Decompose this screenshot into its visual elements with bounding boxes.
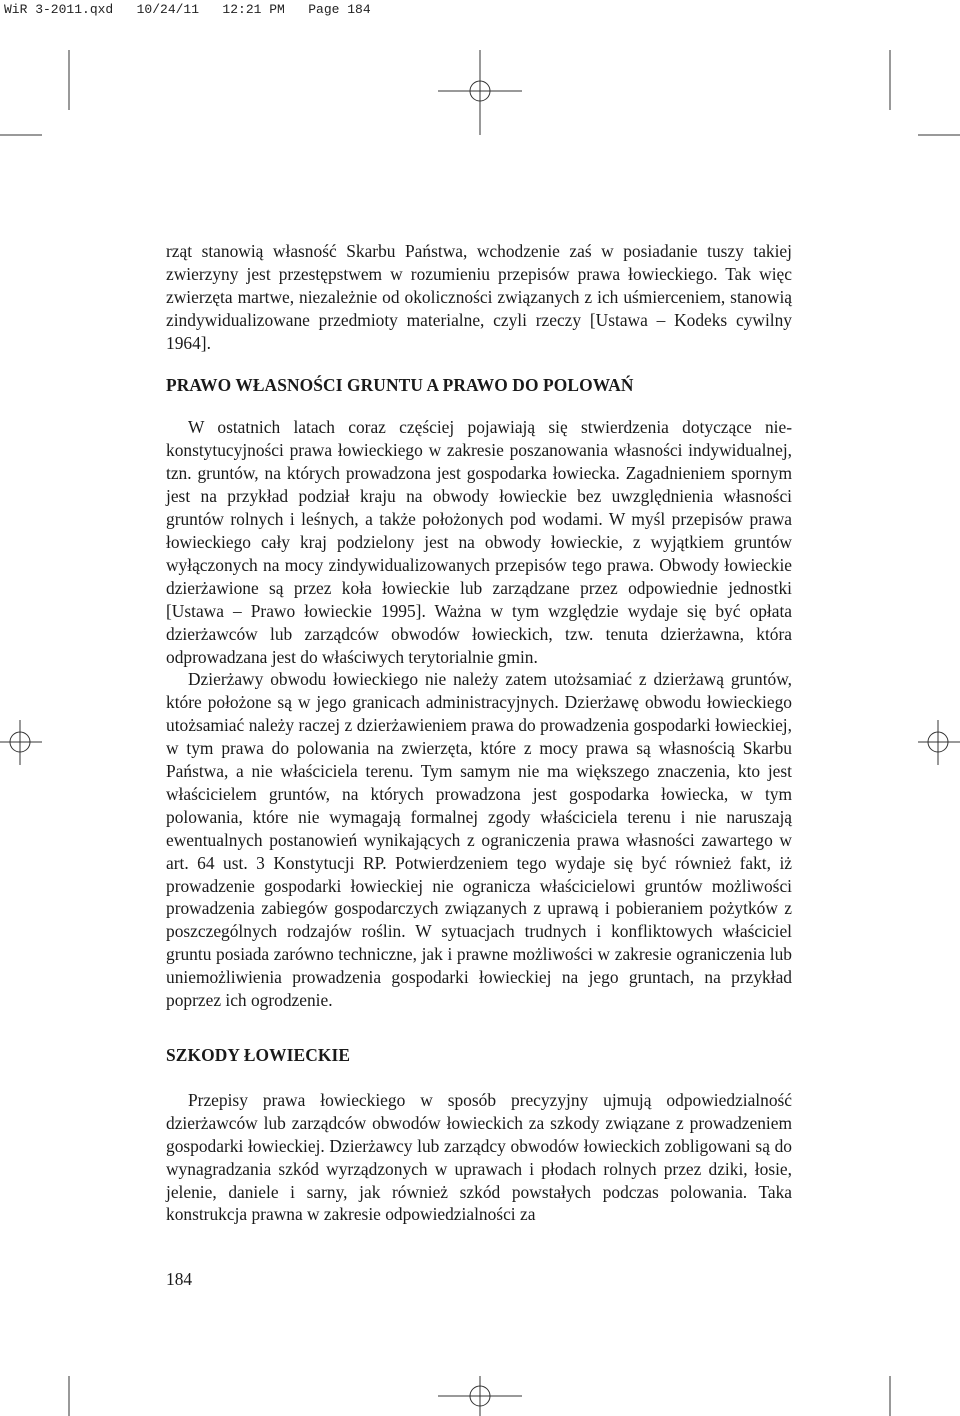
paragraph-land-ownership-2: Dzierżawy obwodu łowieckiego nie należy zatem utożsamiać z dzierżawą gruntów, które położone są w jego granicach administracyjnych. Dzierżawę obwodu łowieckiego utożsamiać należy raczej z dzierżawieniem prawa do prowadzenia gospodarki łowieckiej, w tym prawa do polowania na zwierzęta, które z mocy prawa są własnością Skarbu Państwa, a nie właściciela terenu. Tym samym nie ma większego znaczenia, kto jest właścicielem gruntów, na których prowadzona jest gospodarka łowiecka, w tym polowania, które nie wymagają formalnej zgody właściciela terenu i nie naruszają ewentualnych postanowień wynikających z ograniczenia prawa własności zawartego w art. 64 ust. 3 Konstytucji RP. Potwierdzeniem tego wydaje się być również fakt, iż prowadzenie gospodarki łowieckiej nie ogranicza właścicielowi gruntów możliwości prowadzenia zabiegów gospodarczych związanych z uprawą i pobieraniem pożytków z poszczególnych rodzajów roślin. W sytuacjach trudnych i konfliktowych właściciel gruntu posiada zarówno techniczne, jak i prawne możliwości w zakresie ograniczenia lub uniemożliwienia prowadzenia gospodarki łowieckiej na jego gruntach, na przykład poprzez ich ogrodzenie. <box>166 669 792 1011</box>
section-heading-land-ownership: PRAWO WŁASNOŚCI GRUNTU A PRAWO DO POLOWAŃ <box>166 374 634 395</box>
page-body <box>166 240 792 1226</box>
section-heading-hunting-damages: SZKODY ŁOWIECKIE <box>166 1045 351 1065</box>
paragraph-land-ownership-1: W ostatnich latach coraz częściej pojawiają się stwierdzenia dotyczące niekonstytucyjności prawa łowieckiego w zakresie poszanowania własności indywidualnej, tzn. gruntów, na których prowadzona jest gospodarka łowiecka. Zagadnieniem spornym jest na przykład podział kraju na obwody łowieckie bez uwzględnienia własności gruntów rolnych i leśnych, a także położonych pod wodami. W myśl przepisów prawa łowieckiego cały kraj podzielony jest na obwody łowieckie, z wyjątkiem gruntów wyłączonych na mocy zindywidualizowanych przepisów tego prawa. Obwody łowieckie dzierżawione są przez koła łowieckie lub zarządzane przez odpowiednie jednostki [Ustawa – Prawo łowieckie 1995]. Ważna w tym względzie wydaje się być opłata dzierżawców lub zarządców obwodów łowieckich, tzw. tenuta dzierżawna, która odprowadzana jest do właściwych terytorialnie gmin. <box>166 417 792 667</box>
paragraph-hunting-damages: Przepisy prawa łowieckiego w sposób precyzyjny ujmują odpowiedzialność dzierżawców lub zarządców obwodów łowieckich za szkody związane z prowadzeniem gospodarki łowieckiej. Dzierżawcy lub zarządcy obwodów łowieckich zobligowani są do wynagradzania szkód wyrządzonych w uprawach i płodach rolnych przez dziki, łosie, jelenie, daniele i sarny, jak również szkód powstałych podczas polowania. Taka konstrukcja prawna w zakresie odpowiedzialności za <box>166 1089 792 1225</box>
page-number: 184 <box>166 1269 193 1289</box>
paragraph-continuation: rząt stanowią własność Skarbu Państwa, wchodzenie zaś w posiadanie tuszy takiej zwierzyny jest przestępstwem w rozumieniu przepisów prawa łowieckiego. Tak więc zwierzęta martwe, niezależnie od okoliczności związanych z ich uśmierceniem, stanowią zindywidualizowane przedmioty materialne, czyli rzeczy [Ustawa – Kodeks cywilny 1964]. <box>166 241 792 353</box>
registration-mark-bottom <box>438 1376 522 1416</box>
registration-mark-top <box>438 50 522 135</box>
print-slug: WiR 3-2011.qxd 10/24/11 12:21 PM Page 184 <box>4 2 371 17</box>
registration-mark-right <box>918 720 960 765</box>
registration-mark-left <box>0 720 42 765</box>
